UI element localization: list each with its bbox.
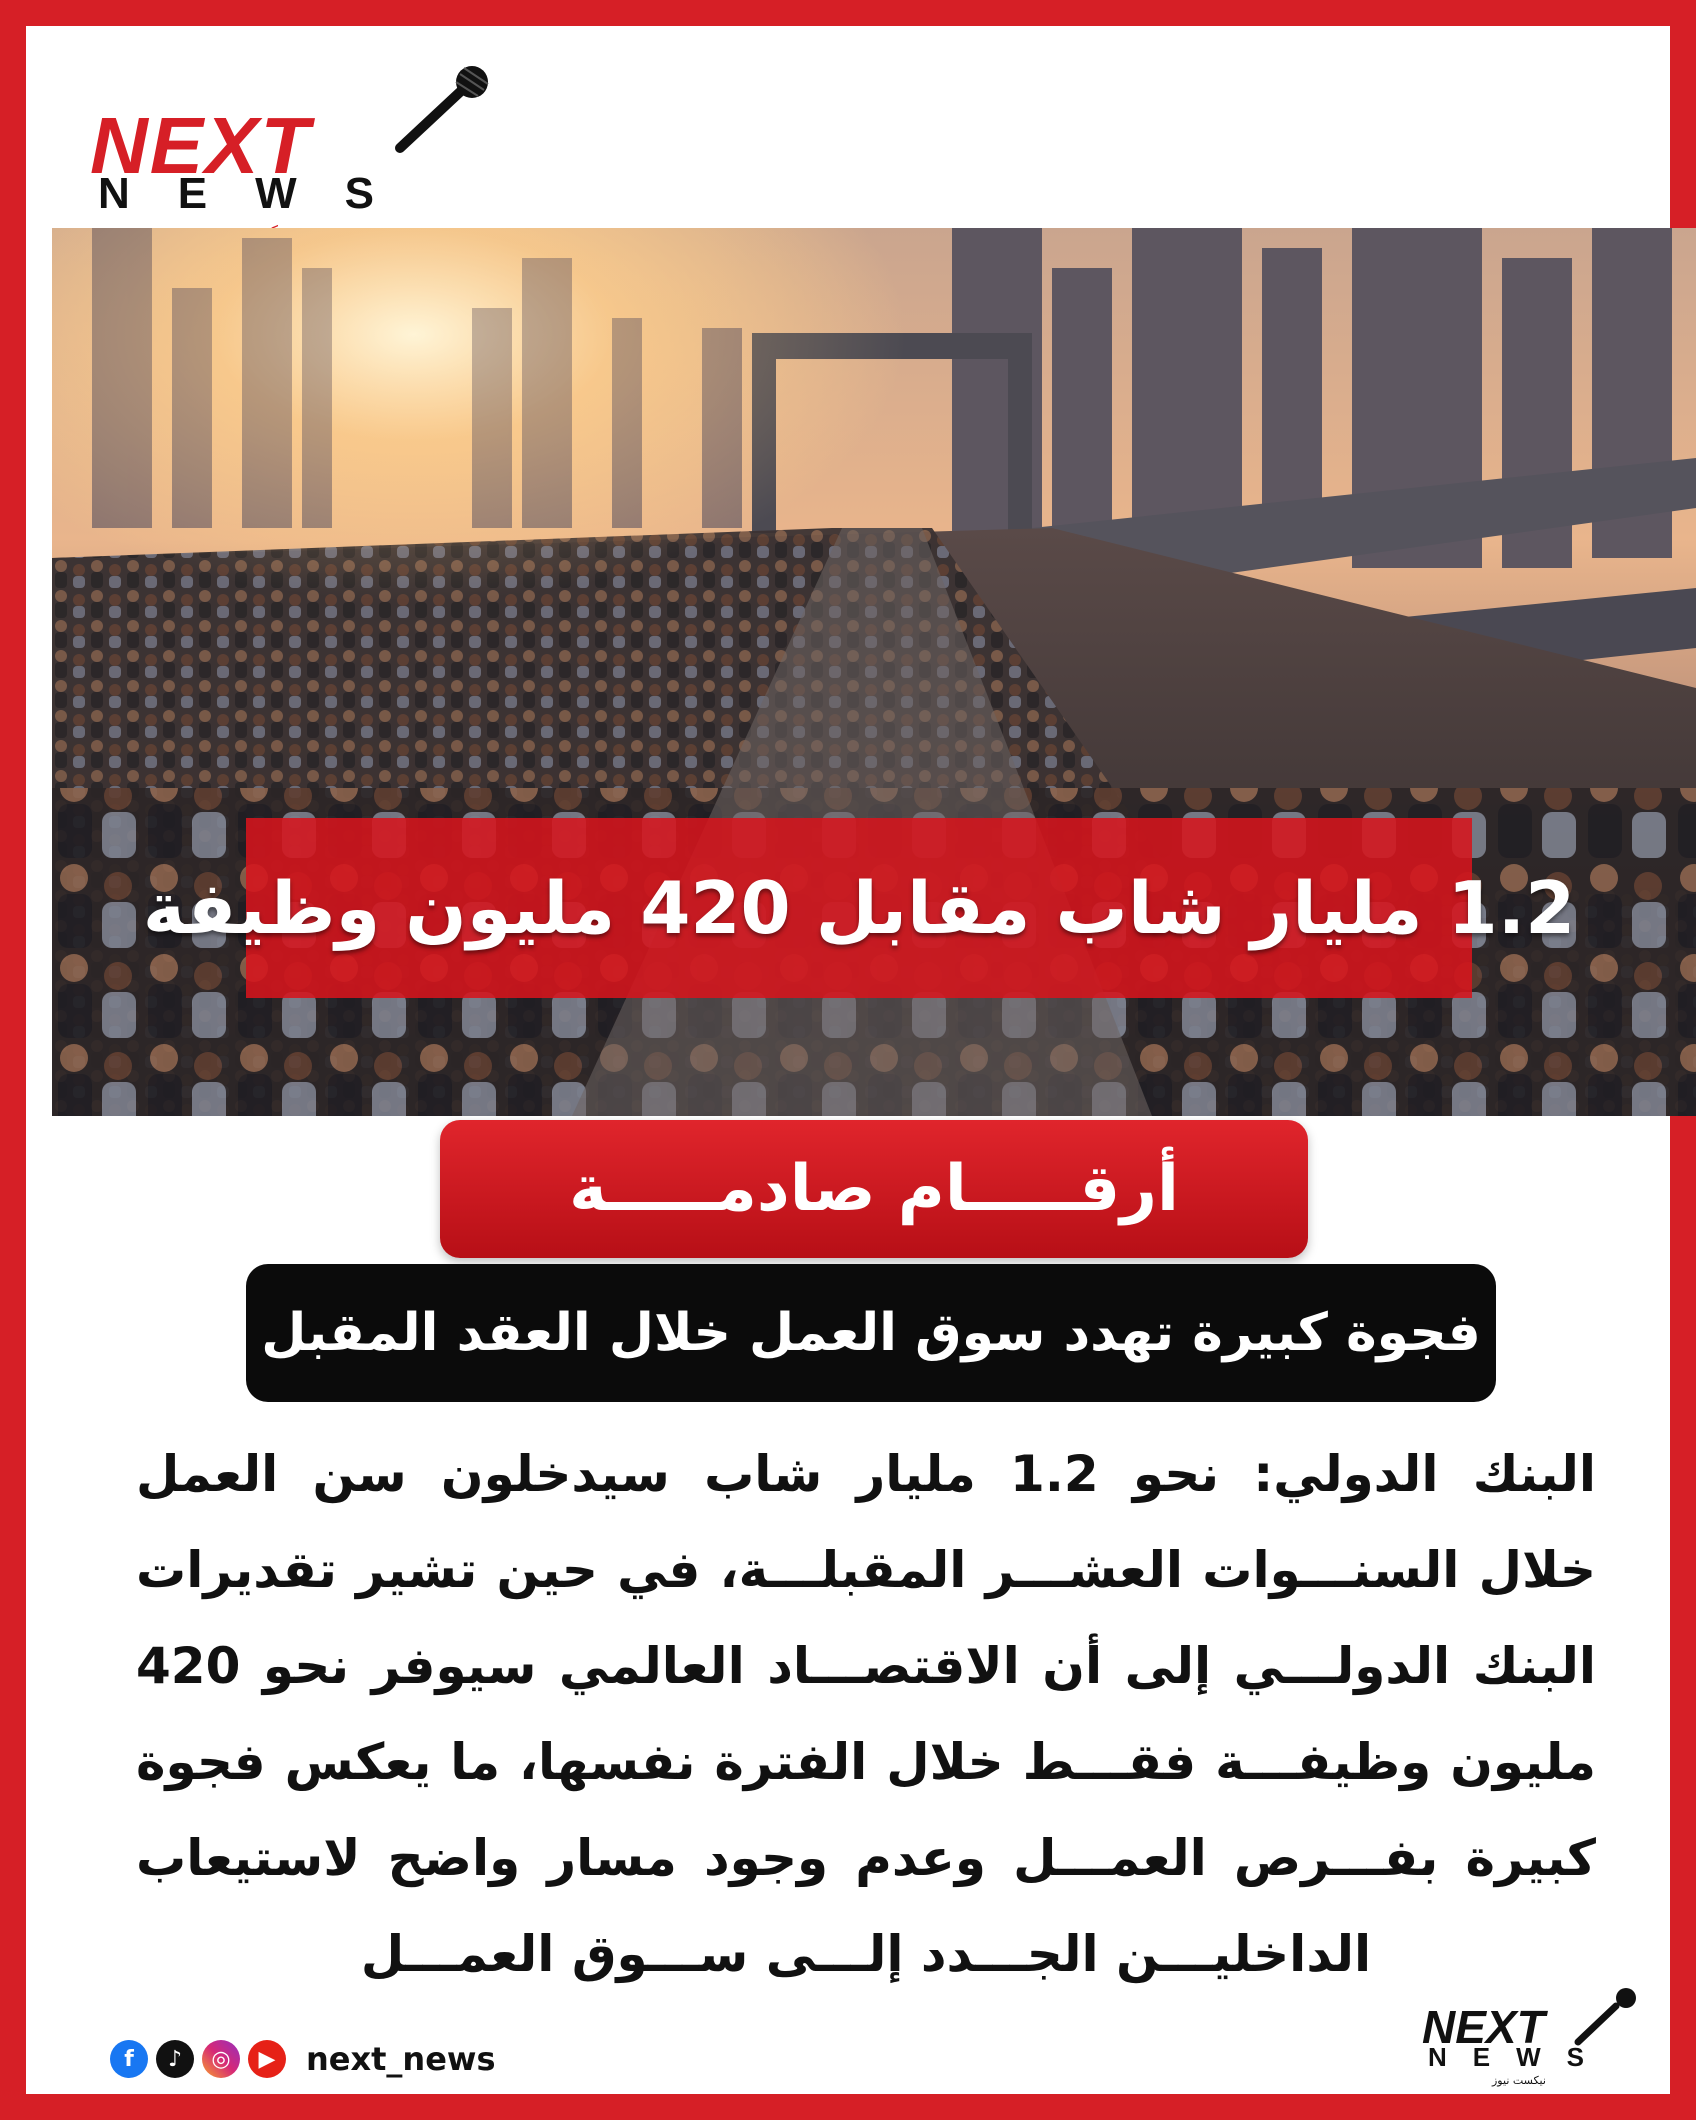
footer-logo-arabic-text: نيكست نيوز (1492, 2074, 1546, 2087)
footer-logo-next-text: NEXT (1422, 2001, 1545, 2053)
logo-next-text: NEXT (90, 101, 312, 190)
social-links (110, 2040, 496, 2078)
youtube-icon[interactable]: ▶ (248, 2040, 286, 2078)
header-logo (90, 64, 490, 234)
microphone-icon (390, 64, 500, 154)
instagram-icon[interactable]: ◎ (202, 2040, 240, 2078)
article-body: البنك الدولي: نحو 1.2 مليار شاب سيدخلون سن العمل خلال السنـــوات العشـــر المقبلـــة، في حين تشير تقديرات البنك الدولـــي إلى أن الاقتصـــاد العالمي سيوفر نحو 420 مليون وظيفـــة فقـــط خلال الفترة نفسها، ما يعكس فجوة كبيرة بفـــرص العمـــل وعدم وجود مسار واضح لاستيعاب الداخليـــن الجـــدد إلـــى ســـوق العمـــل (136, 1445, 1596, 1983)
headline-banner (142, 818, 1576, 998)
tag-pill (440, 1120, 1308, 1258)
footer-logo-news-text: NEWS (1428, 2042, 1610, 2072)
tiktok-icon[interactable]: ♪ (156, 2040, 194, 2078)
tag-text: أرقـــــام صادمـــــة (569, 1152, 1179, 1226)
subheadline-bar (246, 1264, 1496, 1402)
social-handle[interactable]: next_news (306, 2040, 496, 2078)
headline-text: 1.2 مليار شاب مقابل 420 مليون وظيفة (142, 866, 1576, 950)
subheadline-text: فجوة كبيرة تهدد سوق العمل خلال العقد المقبل (261, 1303, 1481, 1363)
microphone-icon (1572, 1986, 1642, 2046)
facebook-icon[interactable]: f (110, 2040, 148, 2078)
footer-logo (1422, 1986, 1662, 2096)
logo-news-text: NEWS (98, 169, 422, 218)
